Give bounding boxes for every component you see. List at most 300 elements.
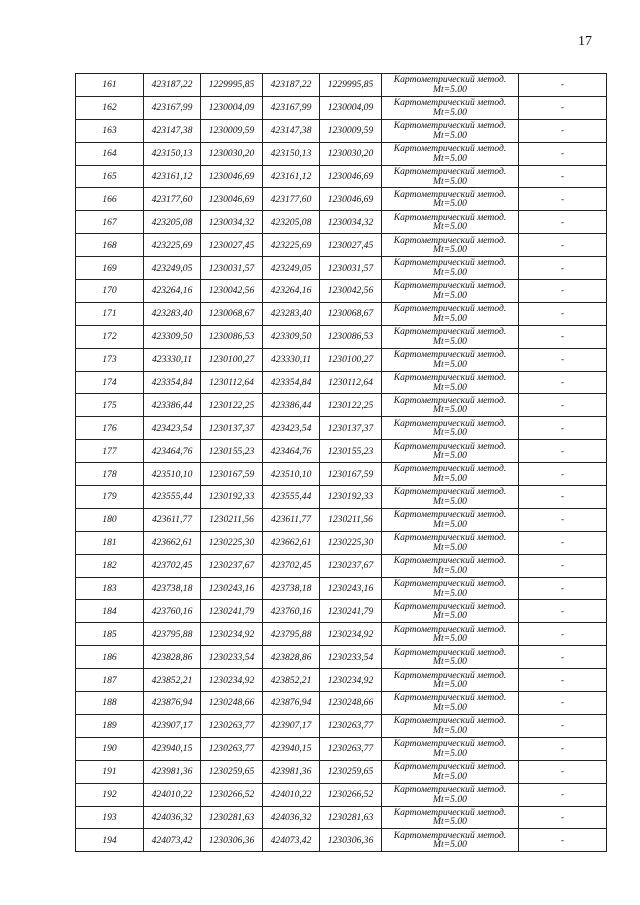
y-coordinate-cell: 1230233,54 [201,646,263,669]
x-coordinate-cell: 423702,45 [144,554,201,577]
x-coordinate-new-cell: 423167,99 [263,96,320,119]
accuracy-text: Mt=5.00 [433,335,467,347]
accuracy-text: Mt=5.00 [433,610,467,622]
y-coordinate-new-cell: 1229995,85 [320,74,382,97]
table-row [76,234,607,257]
method-text: Картометрический метод. [393,623,507,635]
note-cell: - [519,554,607,577]
note-cell: - [519,257,607,280]
table-row [76,302,607,325]
point-number-cell: 178 [76,463,144,486]
method-text: Картометрический метод. [393,715,507,727]
x-coordinate-new-cell: 423264,16 [263,280,320,303]
table-row [76,371,607,394]
y-coordinate-new-cell: 1230086,53 [320,325,382,348]
point-number-cell: 165 [76,165,144,188]
point-number-cell: 170 [76,280,144,303]
y-coordinate-new-cell: 1230259,65 [320,760,382,783]
point-number-cell: 176 [76,417,144,440]
y-coordinate-new-cell: 1230237,67 [320,554,382,577]
table-row [76,165,607,188]
accuracy-text: Mt=5.00 [433,381,467,393]
note-cell: - [519,394,607,417]
x-coordinate-cell: 423876,94 [144,692,201,715]
method-text: Картометрический метод. [393,692,507,704]
y-coordinate-cell: 1230034,32 [201,211,263,234]
accuracy-text: Mt=5.00 [433,770,467,782]
point-number-cell: 194 [76,829,144,852]
point-number-cell: 193 [76,806,144,829]
y-coordinate-new-cell: 1230009,59 [320,119,382,142]
method-cell [382,234,519,257]
x-coordinate-new-cell: 423423,54 [263,417,320,440]
y-coordinate-cell: 1230167,59 [201,463,263,486]
accuracy-text: Mt=5.00 [433,267,467,279]
note-cell: - [519,577,607,600]
table-row [76,829,607,852]
x-coordinate-new-cell: 423330,11 [263,348,320,371]
note-cell: - [519,463,607,486]
method-text: Картометрический метод. [393,280,507,292]
method-cell [382,188,519,211]
x-coordinate-cell: 423283,40 [144,302,201,325]
method-cell [382,806,519,829]
y-coordinate-cell: 1230042,56 [201,280,263,303]
x-coordinate-cell: 423205,08 [144,211,201,234]
y-coordinate-cell: 1230100,27 [201,348,263,371]
x-coordinate-new-cell: 424073,42 [263,829,320,852]
point-number-cell: 192 [76,783,144,806]
x-coordinate-new-cell: 423150,13 [263,142,320,165]
y-coordinate-cell: 1230266,52 [201,783,263,806]
point-number-cell: 191 [76,760,144,783]
table-row [76,348,607,371]
x-coordinate-new-cell: 423386,44 [263,394,320,417]
x-coordinate-new-cell: 423852,21 [263,669,320,692]
note-cell: - [519,760,607,783]
table-row [76,188,607,211]
note-cell: - [519,325,607,348]
note-cell: - [519,600,607,623]
method-text: Картометрический метод. [393,669,507,681]
table-row [76,806,607,829]
point-number-cell: 179 [76,486,144,509]
y-coordinate-new-cell: 1230281,63 [320,806,382,829]
method-text: Картометрический метод. [393,349,507,361]
y-coordinate-cell: 1230241,79 [201,600,263,623]
x-coordinate-new-cell: 423702,45 [263,554,320,577]
note-cell: - [519,829,607,852]
x-coordinate-cell: 423611,77 [144,508,201,531]
method-cell [382,600,519,623]
table-row [76,577,607,600]
accuracy-text: Mt=5.00 [433,495,467,507]
x-coordinate-cell: 423330,11 [144,348,201,371]
method-cell [382,623,519,646]
method-cell [382,440,519,463]
x-coordinate-cell: 423161,12 [144,165,201,188]
x-coordinate-cell: 423187,22 [144,74,201,97]
method-text: Картометрический метод. [393,486,507,498]
method-cell [382,531,519,554]
method-text: Картометрический метод. [393,829,507,841]
point-number-cell: 182 [76,554,144,577]
y-coordinate-new-cell: 1230042,56 [320,280,382,303]
page-number: 17 [578,34,592,49]
note-cell: - [519,348,607,371]
y-coordinate-cell: 1230259,65 [201,760,263,783]
x-coordinate-cell: 423738,18 [144,577,201,600]
note-cell: - [519,646,607,669]
y-coordinate-cell: 1230237,67 [201,554,263,577]
point-number-cell: 169 [76,257,144,280]
point-number-cell: 174 [76,371,144,394]
accuracy-text: Mt=5.00 [433,221,467,233]
point-number-cell: 177 [76,440,144,463]
x-coordinate-new-cell: 423760,16 [263,600,320,623]
y-coordinate-cell: 1230263,77 [201,737,263,760]
table-row [76,211,607,234]
y-coordinate-new-cell: 1230137,37 [320,417,382,440]
x-coordinate-new-cell: 423177,60 [263,188,320,211]
accuracy-text: Mt=5.00 [433,473,467,485]
point-number-cell: 183 [76,577,144,600]
method-text: Картометрический метод. [393,211,507,223]
point-number-cell: 185 [76,623,144,646]
x-coordinate-cell: 423423,54 [144,417,201,440]
accuracy-text: Mt=5.00 [433,450,467,462]
method-cell [382,692,519,715]
y-coordinate-cell: 1230248,66 [201,692,263,715]
accuracy-text: Mt=5.00 [433,587,467,599]
accuracy-text: Mt=5.00 [433,518,467,530]
y-coordinate-new-cell: 1230031,57 [320,257,382,280]
table-row [76,119,607,142]
y-coordinate-new-cell: 1230233,54 [320,646,382,669]
table-row [76,74,607,97]
method-text: Картометрический метод. [393,463,507,475]
table-row [76,531,607,554]
table-row [76,394,607,417]
accuracy-text: Mt=5.00 [433,541,467,553]
method-cell [382,211,519,234]
x-coordinate-new-cell: 423464,76 [263,440,320,463]
x-coordinate-cell: 423150,13 [144,142,201,165]
y-coordinate-new-cell: 1230225,30 [320,531,382,554]
y-coordinate-new-cell: 1230211,56 [320,508,382,531]
x-coordinate-new-cell: 423876,94 [263,692,320,715]
table-row [76,280,607,303]
table-row [76,325,607,348]
x-coordinate-cell: 423907,17 [144,714,201,737]
x-coordinate-cell: 423510,10 [144,463,201,486]
y-coordinate-cell: 1230155,23 [201,440,263,463]
method-text: Картометрический метод. [393,509,507,521]
x-coordinate-new-cell: 423249,05 [263,257,320,280]
method-cell [382,119,519,142]
accuracy-text: Mt=5.00 [433,244,467,256]
point-number-cell: 181 [76,531,144,554]
table-row [76,600,607,623]
method-cell [382,783,519,806]
note-cell: - [519,119,607,142]
method-text: Картометрический метод. [393,165,507,177]
method-text: Картометрический метод. [393,326,507,338]
table-row [76,760,607,783]
x-coordinate-new-cell: 423187,22 [263,74,320,97]
x-coordinate-new-cell: 423662,61 [263,531,320,554]
method-cell [382,96,519,119]
x-coordinate-new-cell: 423795,88 [263,623,320,646]
x-coordinate-cell: 423981,36 [144,760,201,783]
x-coordinate-cell: 423225,69 [144,234,201,257]
x-coordinate-new-cell: 423225,69 [263,234,320,257]
y-coordinate-new-cell: 1230241,79 [320,600,382,623]
x-coordinate-cell: 423940,15 [144,737,201,760]
table-row [76,463,607,486]
y-coordinate-cell: 1230281,63 [201,806,263,829]
method-text: Картометрический метод. [393,555,507,567]
x-coordinate-cell: 423167,99 [144,96,201,119]
note-cell: - [519,531,607,554]
y-coordinate-cell: 1230234,92 [201,669,263,692]
y-coordinate-cell: 1230234,92 [201,623,263,646]
accuracy-text: Mt=5.00 [433,427,467,439]
table-row [76,554,607,577]
x-coordinate-cell: 423309,50 [144,325,201,348]
accuracy-text: Mt=5.00 [433,312,467,324]
y-coordinate-cell: 1230086,53 [201,325,263,348]
note-cell: - [519,211,607,234]
y-coordinate-new-cell: 1230004,09 [320,96,382,119]
method-text: Картометрический метод. [393,74,507,86]
method-text: Картометрический метод. [393,806,507,818]
x-coordinate-new-cell: 423161,12 [263,165,320,188]
x-coordinate-new-cell: 423147,38 [263,119,320,142]
x-coordinate-new-cell: 423611,77 [263,508,320,531]
accuracy-text: Mt=5.00 [433,129,467,141]
method-cell [382,417,519,440]
y-coordinate-cell: 1230030,20 [201,142,263,165]
point-number-cell: 168 [76,234,144,257]
method-text: Картометрический метод. [393,394,507,406]
note-cell: - [519,188,607,211]
x-coordinate-cell: 423852,21 [144,669,201,692]
y-coordinate-cell: 1230263,77 [201,714,263,737]
x-coordinate-cell: 423177,60 [144,188,201,211]
x-coordinate-new-cell: 423283,40 [263,302,320,325]
table-row [76,783,607,806]
point-number-cell: 172 [76,325,144,348]
accuracy-text: Mt=5.00 [433,404,467,416]
x-coordinate-new-cell: 423940,15 [263,737,320,760]
method-cell [382,669,519,692]
method-text: Картометрический метод. [393,646,507,658]
method-cell [382,554,519,577]
x-coordinate-cell: 423662,61 [144,531,201,554]
method-cell [382,74,519,97]
method-text: Картометрический метод. [393,738,507,750]
point-number-cell: 189 [76,714,144,737]
y-coordinate-new-cell: 1230192,33 [320,486,382,509]
accuracy-text: Mt=5.00 [433,839,467,851]
point-number-cell: 171 [76,302,144,325]
point-number-cell: 190 [76,737,144,760]
point-number-cell: 161 [76,74,144,97]
point-number-cell: 173 [76,348,144,371]
y-coordinate-new-cell: 1230243,16 [320,577,382,600]
point-number-cell: 164 [76,142,144,165]
method-text: Картометрический метод. [393,417,507,429]
method-text: Картометрический метод. [393,761,507,773]
note-cell: - [519,165,607,188]
accuracy-text: Mt=5.00 [433,747,467,759]
y-coordinate-new-cell: 1230234,92 [320,669,382,692]
method-cell [382,829,519,852]
x-coordinate-cell: 424073,42 [144,829,201,852]
table-row [76,96,607,119]
point-number-cell: 167 [76,211,144,234]
x-coordinate-cell: 423249,05 [144,257,201,280]
point-number-cell: 184 [76,600,144,623]
method-text: Картометрический метод. [393,120,507,132]
method-text: Картометрический метод. [393,234,507,246]
x-coordinate-new-cell: 423205,08 [263,211,320,234]
y-coordinate-new-cell: 1230034,32 [320,211,382,234]
y-coordinate-new-cell: 1230263,77 [320,714,382,737]
accuracy-text: Mt=5.00 [433,679,467,691]
method-cell [382,257,519,280]
method-text: Картометрический метод. [393,577,507,589]
x-coordinate-cell: 423464,76 [144,440,201,463]
table-row [76,142,607,165]
y-coordinate-cell: 1230009,59 [201,119,263,142]
y-coordinate-new-cell: 1230046,69 [320,165,382,188]
method-text: Картометрический метод. [393,371,507,383]
accuracy-text: Mt=5.00 [433,198,467,210]
point-number-cell: 188 [76,692,144,715]
y-coordinate-new-cell: 1230112,64 [320,371,382,394]
accuracy-text: Mt=5.00 [433,358,467,370]
note-cell: - [519,806,607,829]
method-cell [382,463,519,486]
method-cell [382,302,519,325]
x-coordinate-cell: 424036,32 [144,806,201,829]
x-coordinate-cell: 423147,38 [144,119,201,142]
y-coordinate-cell: 1229995,85 [201,74,263,97]
method-text: Картометрический метод. [393,783,507,795]
method-cell [382,486,519,509]
y-coordinate-new-cell: 1230167,59 [320,463,382,486]
accuracy-text: Mt=5.00 [433,564,467,576]
y-coordinate-cell: 1230306,36 [201,829,263,852]
y-coordinate-new-cell: 1230306,36 [320,829,382,852]
note-cell: - [519,486,607,509]
y-coordinate-cell: 1230068,67 [201,302,263,325]
note-cell: - [519,417,607,440]
point-number-cell: 166 [76,188,144,211]
y-coordinate-cell: 1230046,69 [201,188,263,211]
point-number-cell: 163 [76,119,144,142]
table-row [76,440,607,463]
method-cell [382,165,519,188]
note-cell: - [519,96,607,119]
point-number-cell: 180 [76,508,144,531]
method-cell [382,714,519,737]
note-cell: - [519,302,607,325]
note-cell: - [519,669,607,692]
y-coordinate-cell: 1230225,30 [201,531,263,554]
table-row [76,692,607,715]
method-text: Картометрический метод. [393,97,507,109]
y-coordinate-cell: 1230192,33 [201,486,263,509]
y-coordinate-new-cell: 1230046,69 [320,188,382,211]
x-coordinate-cell: 423354,84 [144,371,201,394]
method-text: Картометрический метод. [393,303,507,315]
table-row [76,646,607,669]
accuracy-text: Mt=5.00 [433,724,467,736]
note-cell: - [519,737,607,760]
x-coordinate-cell: 423264,16 [144,280,201,303]
y-coordinate-new-cell: 1230100,27 [320,348,382,371]
y-coordinate-cell: 1230004,09 [201,96,263,119]
y-coordinate-cell: 1230112,64 [201,371,263,394]
x-coordinate-cell: 423386,44 [144,394,201,417]
table-row [76,417,607,440]
method-text: Картометрический метод. [393,600,507,612]
method-cell [382,325,519,348]
y-coordinate-new-cell: 1230266,52 [320,783,382,806]
accuracy-text: Mt=5.00 [433,816,467,828]
method-cell [382,737,519,760]
method-cell [382,280,519,303]
x-coordinate-cell: 423795,88 [144,623,201,646]
note-cell: - [519,508,607,531]
y-coordinate-new-cell: 1230068,67 [320,302,382,325]
table-row [76,623,607,646]
x-coordinate-new-cell: 423354,84 [263,371,320,394]
y-coordinate-new-cell: 1230263,77 [320,737,382,760]
x-coordinate-cell: 423760,16 [144,600,201,623]
y-coordinate-new-cell: 1230027,45 [320,234,382,257]
accuracy-text: Mt=5.00 [433,633,467,645]
method-cell [382,577,519,600]
x-coordinate-new-cell: 424036,32 [263,806,320,829]
table-row [76,669,607,692]
x-coordinate-new-cell: 423981,36 [263,760,320,783]
x-coordinate-cell: 423555,44 [144,486,201,509]
table-row [76,257,607,280]
y-coordinate-new-cell: 1230248,66 [320,692,382,715]
y-coordinate-new-cell: 1230155,23 [320,440,382,463]
method-cell [382,142,519,165]
y-coordinate-cell: 1230137,37 [201,417,263,440]
method-text: Картометрический метод. [393,257,507,269]
y-coordinate-new-cell: 1230030,20 [320,142,382,165]
x-coordinate-new-cell: 423555,44 [263,486,320,509]
y-coordinate-cell: 1230211,56 [201,508,263,531]
accuracy-text: Mt=5.00 [433,106,467,118]
x-coordinate-new-cell: 423907,17 [263,714,320,737]
accuracy-text: Mt=5.00 [433,152,467,164]
y-coordinate-new-cell: 1230234,92 [320,623,382,646]
accuracy-text: Mt=5.00 [433,701,467,713]
accuracy-text: Mt=5.00 [433,656,467,668]
x-coordinate-cell: 424010,22 [144,783,201,806]
x-coordinate-new-cell: 423309,50 [263,325,320,348]
note-cell: - [519,623,607,646]
x-coordinate-new-cell: 423828,86 [263,646,320,669]
